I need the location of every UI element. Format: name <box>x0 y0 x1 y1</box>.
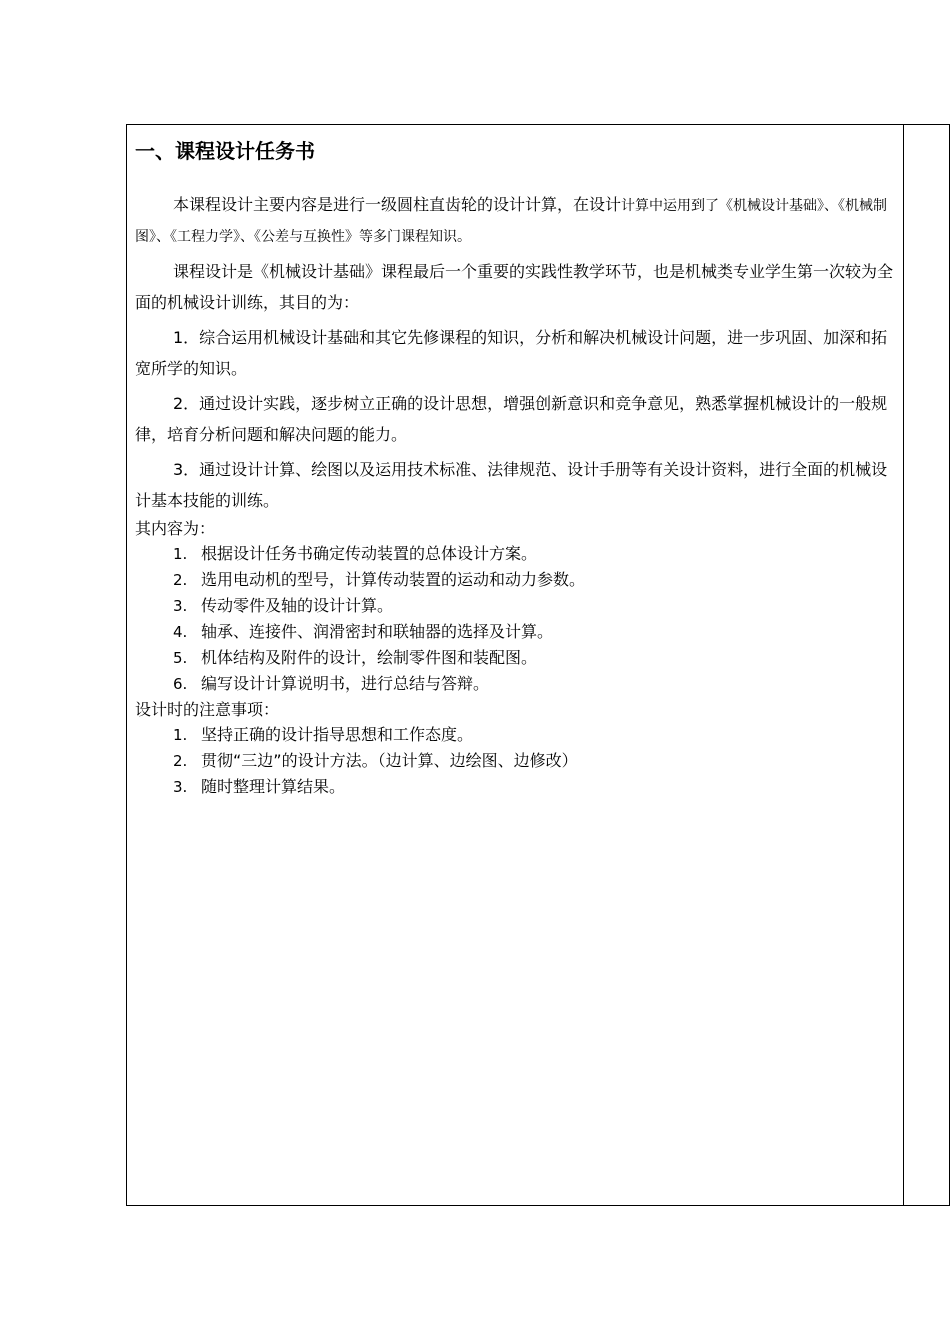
intro-text-part1: 本课程设计主要内容是进行一级圆柱直齿轮的设计计算，在设计 <box>173 195 622 214</box>
list-item: 3. 随时整理计算结果。 <box>173 777 346 796</box>
purpose-paragraph: 课程设计是《机械设计基础》课程最后一个重要的实践性教学环节，也是机械类专业学生第一次较为全面的机械设计训练，其目的为： <box>135 262 894 312</box>
list-item: 2. 贯彻“三边”的设计方法。（边计算、边绘图、边修改） <box>173 751 578 770</box>
list-item: 5. 机体结构及附件的设计，绘制零件图和装配图。 <box>173 648 538 667</box>
task-content <box>135 136 897 800</box>
list-item: 2. 选用电动机的型号，计算传动装置的运动和动力参数。 <box>173 570 586 589</box>
notes-list-heading: 设计时的注意事项： <box>135 700 280 719</box>
list-item: 3. 传动零件及轴的设计计算。 <box>173 596 394 615</box>
content-list <box>135 541 897 697</box>
section-title: 一、课程设计任务书 <box>135 139 315 163</box>
list-item: 4. 轴承、连接件、润滑密封和联轴器的选择及计算。 <box>173 622 554 641</box>
table-column-divider <box>903 124 904 1206</box>
list-item: 6. 编写设计计算说明书，进行总结与答辩。 <box>173 674 490 693</box>
goal-paragraph-1: 1．综合运用机械设计基础和其它先修课程的知识，分析和解决机械设计问题，进一步巩固、加深和拓宽所学的知识。 <box>135 328 888 378</box>
goal-paragraph-2: 2．通过设计实践，逐步树立正确的设计思想，增强创新意识和竞争意见，熟悉掌握机械设计的一般规律，培育分析问题和解决问题的能力。 <box>135 394 888 444</box>
goal-paragraph-3: 3．通过设计计算、绘图以及运用技术标准、法律规范、设计手册等有关设计资料，进行全面的机械设计基本技能的训练。 <box>135 460 888 510</box>
list-item: 1. 根据设计任务书确定传动装置的总体设计方案。 <box>173 544 538 563</box>
content-list-heading: 其内容为： <box>135 519 216 538</box>
intro-paragraph <box>135 190 897 252</box>
notes-list <box>135 722 897 800</box>
list-item: 1. 坚持正确的设计指导思想和工作态度。 <box>173 725 474 744</box>
intro-text-part2: 计算中运用到了《机械设计基础》、《机械制图》、《工程力学》、《公差与互换性》等多门课程知识。 <box>135 198 888 245</box>
